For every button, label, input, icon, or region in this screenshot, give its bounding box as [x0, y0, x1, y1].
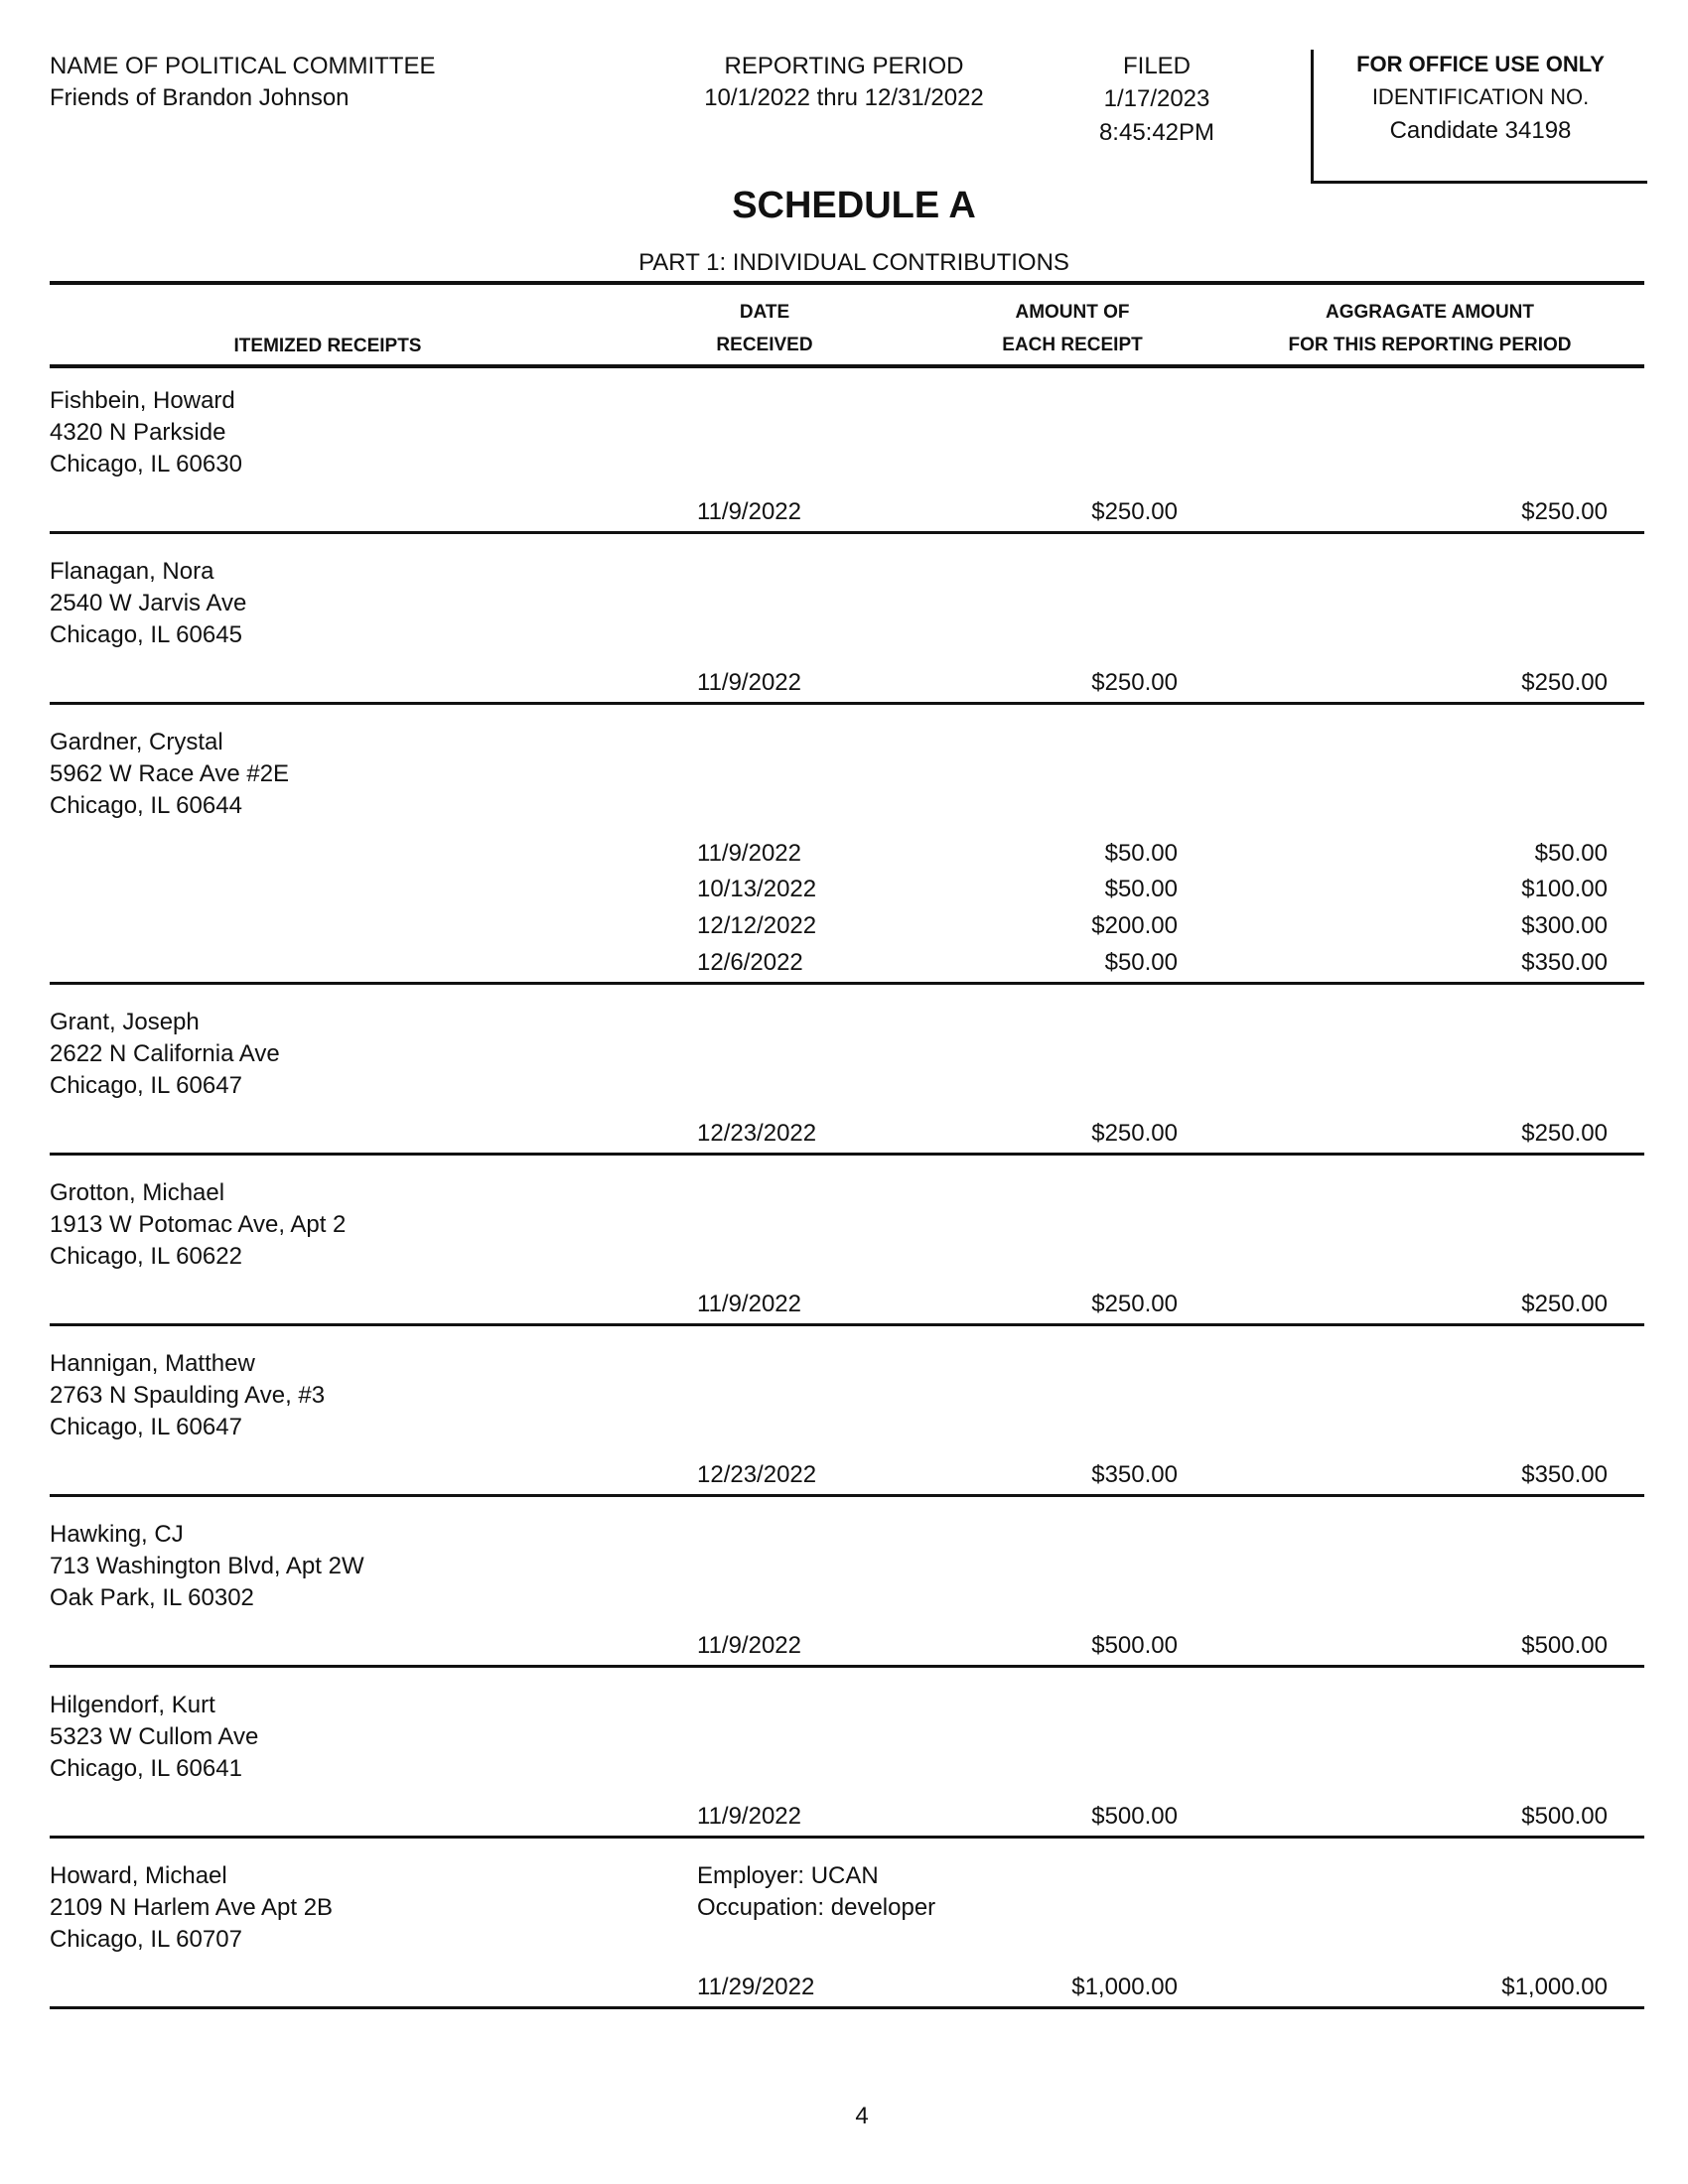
contributor-address-line2: Chicago, IL 60630 — [50, 451, 242, 478]
period-value: 10/1/2022 thru 12/31/2022 — [704, 84, 984, 111]
receipt-amount: $250.00 — [1091, 1291, 1178, 1317]
office-id-label: IDENTIFICATION NO. — [1371, 84, 1590, 109]
contributor-address-line1: 2540 W Jarvis Ave — [50, 590, 247, 616]
receipt-amount: $250.00 — [1091, 669, 1178, 696]
contributor-address-line2: Chicago, IL 60647 — [50, 1414, 242, 1440]
contributor-address-line2: Chicago, IL 60644 — [50, 792, 242, 819]
contributor-address-line1: 2763 N Spaulding Ave, #3 — [50, 1382, 326, 1409]
receipt-aggregate: $50.00 — [1534, 840, 1608, 867]
contributor-address-line2: Chicago, IL 60647 — [50, 1072, 242, 1099]
filed-date: 1/17/2023 — [1103, 85, 1210, 112]
entry-divider — [50, 1665, 1644, 1668]
col-itemized-receipts: ITEMIZED RECEIPTS — [233, 336, 422, 356]
contributor-address-line1: 2622 N California Ave — [50, 1040, 280, 1067]
receipt-aggregate: $100.00 — [1521, 876, 1608, 902]
receipt-aggregate: $500.00 — [1521, 1632, 1608, 1659]
contributor-name: Hawking, CJ — [50, 1521, 184, 1548]
schedule-part: PART 1: INDIVIDUAL CONTRIBUTIONS — [638, 249, 1069, 276]
entry-divider — [50, 1323, 1644, 1326]
period-label: REPORTING PERIOD — [724, 53, 964, 79]
receipt-date: 10/13/2022 — [697, 876, 817, 902]
entry-divider — [50, 982, 1644, 985]
receipt-amount: $50.00 — [1104, 840, 1178, 867]
office-use-box — [1311, 50, 1647, 184]
header-bottom-rule — [50, 364, 1644, 368]
entry-divider — [50, 1836, 1644, 1839]
col-amount-line2: EACH RECEIPT — [1002, 335, 1143, 355]
contributor-address-line1: 5962 W Race Ave #2E — [50, 760, 290, 787]
receipt-amount: $500.00 — [1091, 1632, 1178, 1659]
receipt-date: 11/9/2022 — [697, 1632, 801, 1659]
receipt-amount: $500.00 — [1091, 1803, 1178, 1830]
receipt-aggregate: $1,000.00 — [1501, 1974, 1608, 2000]
contributor-address-line1: 713 Washington Blvd, Apt 2W — [50, 1553, 364, 1579]
filed-time: 8:45:42PM — [1098, 119, 1215, 146]
contributor-occupation: Occupation: developer — [697, 1894, 936, 1921]
header-top-rule — [50, 281, 1644, 285]
committee-name: Friends of Brandon Johnson — [50, 84, 350, 111]
receipt-aggregate: $250.00 — [1521, 1291, 1608, 1317]
receipt-date: 11/9/2022 — [697, 1291, 801, 1317]
contributor-name: Hannigan, Matthew — [50, 1350, 255, 1377]
receipt-amount: $200.00 — [1091, 912, 1178, 939]
filed-label: FILED — [1122, 53, 1191, 79]
entry-divider — [50, 1494, 1644, 1497]
receipt-amount: $250.00 — [1091, 1120, 1178, 1147]
receipt-date: 11/29/2022 — [697, 1974, 815, 2000]
office-id-value: Candidate 34198 — [1389, 117, 1572, 144]
committee-label: NAME OF POLITICAL COMMITTEE — [50, 53, 436, 79]
contributor-address-line1: 5323 W Cullom Ave — [50, 1723, 259, 1750]
col-aggregate-line2: FOR THIS REPORTING PERIOD — [1288, 335, 1572, 355]
contributor-name: Hilgendorf, Kurt — [50, 1692, 215, 1718]
receipt-aggregate: $350.00 — [1521, 949, 1608, 976]
receipt-amount: $50.00 — [1104, 949, 1178, 976]
receipt-aggregate: $250.00 — [1521, 1120, 1608, 1147]
receipt-date: 11/9/2022 — [697, 669, 801, 696]
contributor-address-line2: Chicago, IL 60645 — [50, 621, 242, 648]
receipt-aggregate: $250.00 — [1521, 669, 1608, 696]
contributor-address-line2: Oak Park, IL 60302 — [50, 1584, 254, 1611]
contributor-address-line1: 1913 W Potomac Ave, Apt 2 — [50, 1211, 347, 1238]
receipt-date: 12/12/2022 — [697, 912, 817, 939]
contributor-name: Flanagan, Nora — [50, 558, 214, 585]
receipt-amount: $50.00 — [1104, 876, 1178, 902]
col-amount-line1: AMOUNT OF — [1015, 302, 1130, 323]
receipt-aggregate: $300.00 — [1521, 912, 1608, 939]
contributor-employer: Employer: UCAN — [697, 1862, 879, 1889]
receipt-date: 12/6/2022 — [697, 949, 803, 976]
contributor-name: Gardner, Crystal — [50, 729, 223, 755]
schedule-title: SCHEDULE A — [732, 185, 976, 226]
contributor-name: Fishbein, Howard — [50, 387, 235, 414]
contributor-name: Grant, Joseph — [50, 1009, 200, 1035]
col-aggregate-line1: AGGRAGATE AMOUNT — [1325, 302, 1535, 323]
entry-divider — [50, 702, 1644, 705]
receipt-aggregate: $350.00 — [1521, 1461, 1608, 1488]
contributor-address-line2: Chicago, IL 60622 — [50, 1243, 242, 1270]
entry-divider — [50, 1153, 1644, 1156]
receipt-aggregate: $250.00 — [1521, 498, 1608, 525]
receipt-amount: $350.00 — [1091, 1461, 1178, 1488]
contributor-address-line1: 2109 N Harlem Ave Apt 2B — [50, 1894, 334, 1921]
receipt-aggregate: $500.00 — [1521, 1803, 1608, 1830]
page-number: 4 — [855, 2103, 869, 2129]
receipt-date: 12/23/2022 — [697, 1120, 817, 1147]
receipt-date: 11/9/2022 — [697, 1803, 801, 1830]
receipt-date: 12/23/2022 — [697, 1461, 817, 1488]
receipt-amount: $250.00 — [1091, 498, 1178, 525]
office-use-title: FOR OFFICE USE ONLY — [1356, 52, 1605, 76]
receipt-amount: $1,000.00 — [1071, 1974, 1178, 2000]
col-date-line1: DATE — [739, 302, 790, 323]
entry-divider — [50, 531, 1644, 534]
col-date-line2: RECEIVED — [716, 335, 813, 355]
contributor-name: Grotton, Michael — [50, 1179, 225, 1206]
contributor-name: Howard, Michael — [50, 1862, 227, 1889]
contributor-address-line1: 4320 N Parkside — [50, 419, 226, 446]
contributor-address-line2: Chicago, IL 60641 — [50, 1755, 242, 1782]
receipt-date: 11/9/2022 — [697, 840, 801, 867]
receipt-date: 11/9/2022 — [697, 498, 801, 525]
contributor-address-line2: Chicago, IL 60707 — [50, 1926, 242, 1953]
entry-divider — [50, 2006, 1644, 2009]
